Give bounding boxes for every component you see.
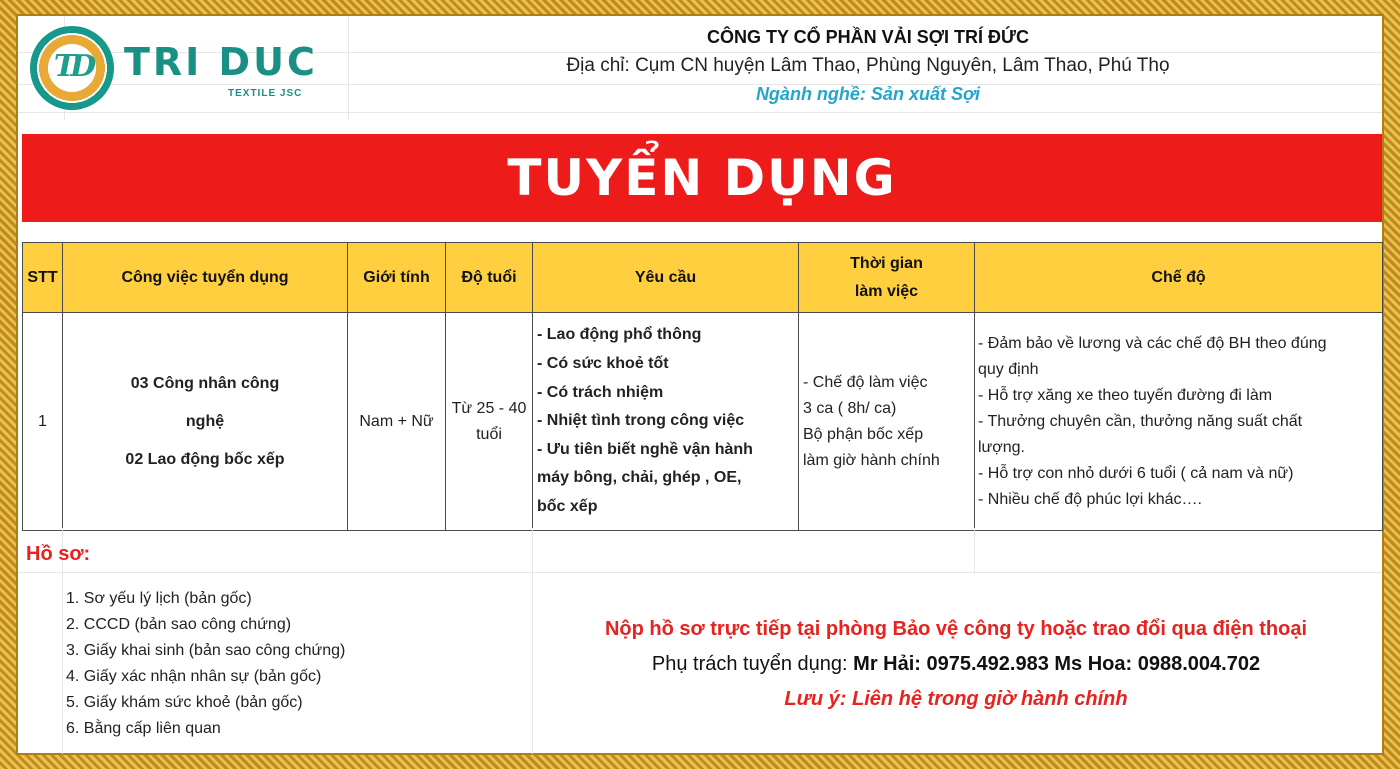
- header-gender: Giới tính: [348, 243, 446, 313]
- recruiter-label: Phụ trách tuyển dụng:: [651, 653, 848, 675]
- company-logo: [30, 24, 330, 114]
- job-line: nghệ: [185, 412, 225, 430]
- benefit-line: - Nhiều chế độ phúc lợi khác….: [978, 490, 1202, 508]
- benefit-line: - Hỗ trợ xăng xe theo tuyến đường đi làm: [978, 386, 1273, 404]
- header-job: Công việc tuyển dụng: [63, 243, 348, 313]
- poster-sheet: [16, 14, 1384, 755]
- header-time-line: Thời gian: [850, 254, 923, 272]
- header-age: Độ tuổi: [446, 243, 533, 313]
- time-line: 3 ca ( 8h/ ca): [803, 399, 897, 417]
- jobs-table: [22, 242, 1383, 531]
- header-benefits: Chế độ: [975, 243, 1383, 313]
- benefit-line: - Đảm bảo về lương và các chế độ BH theo đúng: [978, 334, 1327, 352]
- grid-line: [18, 572, 1382, 573]
- cell-gender: Nam + Nữ: [348, 313, 446, 531]
- recruiter-line: [534, 646, 1378, 682]
- benefit-line: - Thưởng chuyên cần, thưởng năng suất chất: [978, 412, 1303, 430]
- contact-section: [534, 612, 1378, 716]
- job-line: 02 Lao động bốc xếp: [125, 450, 285, 468]
- table-header-row: [23, 243, 1383, 313]
- cell-working-time: [799, 313, 975, 531]
- benefit-line: quy định: [978, 360, 1039, 378]
- list-item: 6. Bằng cấp liên quan: [66, 720, 221, 737]
- company-header: [348, 22, 1388, 108]
- cell-job: [63, 313, 348, 531]
- company-industry: Ngành nghề: Sản xuất Sợi: [755, 84, 981, 104]
- list-item: 5. Giấy khám sức khoẻ (bản gốc): [66, 694, 303, 711]
- requirement-line: máy bông, chải, ghép , OE,: [537, 469, 742, 487]
- age-line: tuổi: [476, 425, 502, 443]
- cell-age: [446, 313, 533, 531]
- requirement-line: - Nhiệt tình trong công việc: [537, 412, 745, 430]
- table-row: [23, 313, 1383, 531]
- header-stt: STT: [23, 243, 63, 313]
- list-item: 4. Giấy xác nhận nhân sự (bản gốc): [66, 668, 322, 685]
- submit-instruction: Nộp hồ sơ trực tiếp tại phòng Bảo vệ công ty hoặc trao đổi qua điện thoại: [604, 618, 1308, 640]
- header-requirements: Yêu cầu: [533, 243, 799, 313]
- grid-line: [532, 528, 533, 754]
- time-line: - Chế độ làm việc: [803, 373, 928, 391]
- benefit-line: lượng.: [978, 438, 1025, 456]
- company-name: CÔNG TY CỔ PHẦN VẢI SỢI TRÍ ĐỨC: [707, 27, 1029, 47]
- requirement-line: - Ưu tiên biết nghề vận hành: [537, 440, 753, 458]
- requirement-line: - Có sức khoẻ tốt: [537, 355, 669, 373]
- benefit-line: - Hỗ trợ con nhỏ dưới 6 tuổi ( cả nam và nữ): [978, 464, 1294, 482]
- logo-name: TRI DUC: [124, 40, 318, 84]
- age-line: Từ 25 - 40: [451, 399, 527, 417]
- requirement-line: - Có trách nhiệm: [537, 383, 664, 401]
- documents-title: Hồ sơ:: [26, 543, 91, 565]
- grid-line: [974, 528, 975, 573]
- company-address: Địa chỉ: Cụm CN huyện Lâm Thao, Phùng Nguyên, Lâm Thao, Phú Thọ: [566, 55, 1170, 76]
- requirement-line: bốc xếp: [537, 497, 598, 515]
- time-line: Bộ phận bốc xếp: [803, 425, 924, 443]
- job-line: 03 Công nhân công: [130, 374, 280, 392]
- requirement-line: - Lao động phổ thông: [537, 326, 702, 344]
- documents-list: [66, 586, 345, 742]
- cell-stt: 1: [23, 313, 63, 531]
- cell-requirements: [533, 313, 799, 531]
- list-item: 1. Sơ yếu lý lịch (bản gốc): [66, 590, 252, 607]
- recruiter-phones: Mr Hải: 0975.492.983 Ms Hoa: 0988.004.702: [853, 653, 1261, 675]
- recruitment-banner: [22, 134, 1382, 222]
- contact-note: Lưu ý: Liên hệ trong giờ hành chính: [784, 688, 1128, 710]
- logo-subtitle: TEXTILE JSC: [228, 88, 303, 99]
- cell-benefits: [975, 313, 1383, 531]
- list-item: 3. Giấy khai sinh (bản sao công chứng): [66, 642, 346, 659]
- header-time-line: làm việc: [854, 282, 919, 300]
- banner-title: TUYỂN DỤNG: [507, 149, 897, 207]
- logo-monogram: TD: [53, 49, 91, 84]
- header-working-time: [799, 243, 975, 313]
- time-line: làm giờ hành chính: [803, 451, 940, 469]
- list-item: 2. CCCD (bản sao công chứng): [66, 616, 292, 633]
